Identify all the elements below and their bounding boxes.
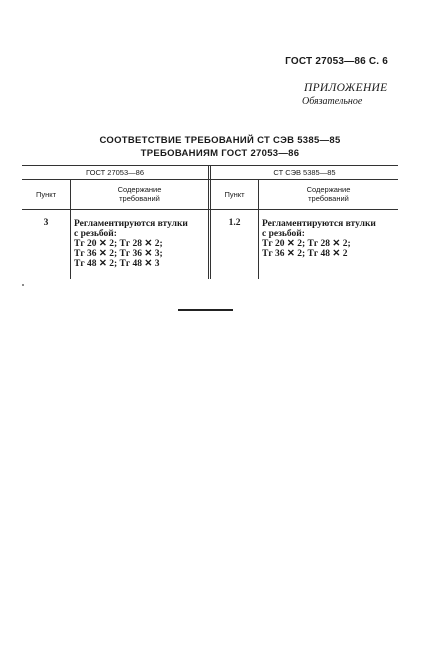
right-content-line-4: Тг 36 ✕ 2; Тг 48 ✕ 2 xyxy=(262,249,348,259)
right-group-header: СТ СЭВ 5385—85 xyxy=(273,168,336,177)
left-content-line-1: Регламентируются втулки xyxy=(74,219,188,229)
left-content-header-line-1: Содержание xyxy=(117,185,162,194)
right-row-item: 1.2 xyxy=(228,218,241,228)
left-row-item: 3 xyxy=(43,218,49,228)
page-code: ГОСТ 27053—86 С. 6 xyxy=(285,56,388,67)
appendix-label: ПРИЛОЖЕНИЕ xyxy=(304,82,388,94)
left-content-header xyxy=(71,185,208,203)
right-content-line-2: с резьбой: xyxy=(262,229,305,239)
document-title xyxy=(70,134,370,160)
right-item-header: Пункт xyxy=(224,190,245,199)
correspondence-table xyxy=(22,165,398,279)
left-content-line-2: с резьбой: xyxy=(74,229,117,239)
right-content-header-line-1: Содержание xyxy=(306,185,351,194)
left-content-line-5: Тг 48 ✕ 2; Тг 48 ✕ 3 xyxy=(74,259,160,269)
title-line-2: ТРЕБОВАНИЯМ ГОСТ 27053—86 xyxy=(140,148,300,159)
appendix-type: Обязательное xyxy=(302,96,363,107)
left-content-header-line-2: требований xyxy=(119,194,160,203)
left-content-line-3: Тг 20 ✕ 2; Тг 28 ✕ 2; xyxy=(74,239,163,249)
scan-speck xyxy=(22,284,24,286)
table-middle-rule xyxy=(208,165,209,279)
right-content-line-1: Регламентируются втулки xyxy=(262,219,376,229)
left-item-header: Пункт xyxy=(35,190,57,199)
left-content-line-4: Тг 36 ✕ 2; Тг 36 ✕ 3; xyxy=(74,249,163,259)
right-content-line-3: Тг 20 ✕ 2; Тг 28 ✕ 2; xyxy=(262,239,351,249)
right-content-header xyxy=(259,185,398,203)
left-group-header: ГОСТ 27053—86 xyxy=(85,168,144,177)
end-rule xyxy=(178,309,233,311)
right-content-header-line-2: требований xyxy=(308,194,349,203)
title-line-1: СООТВЕТСТВИЕ ТРЕБОВАНИЙ СТ СЭВ 5385—85 xyxy=(99,135,341,146)
